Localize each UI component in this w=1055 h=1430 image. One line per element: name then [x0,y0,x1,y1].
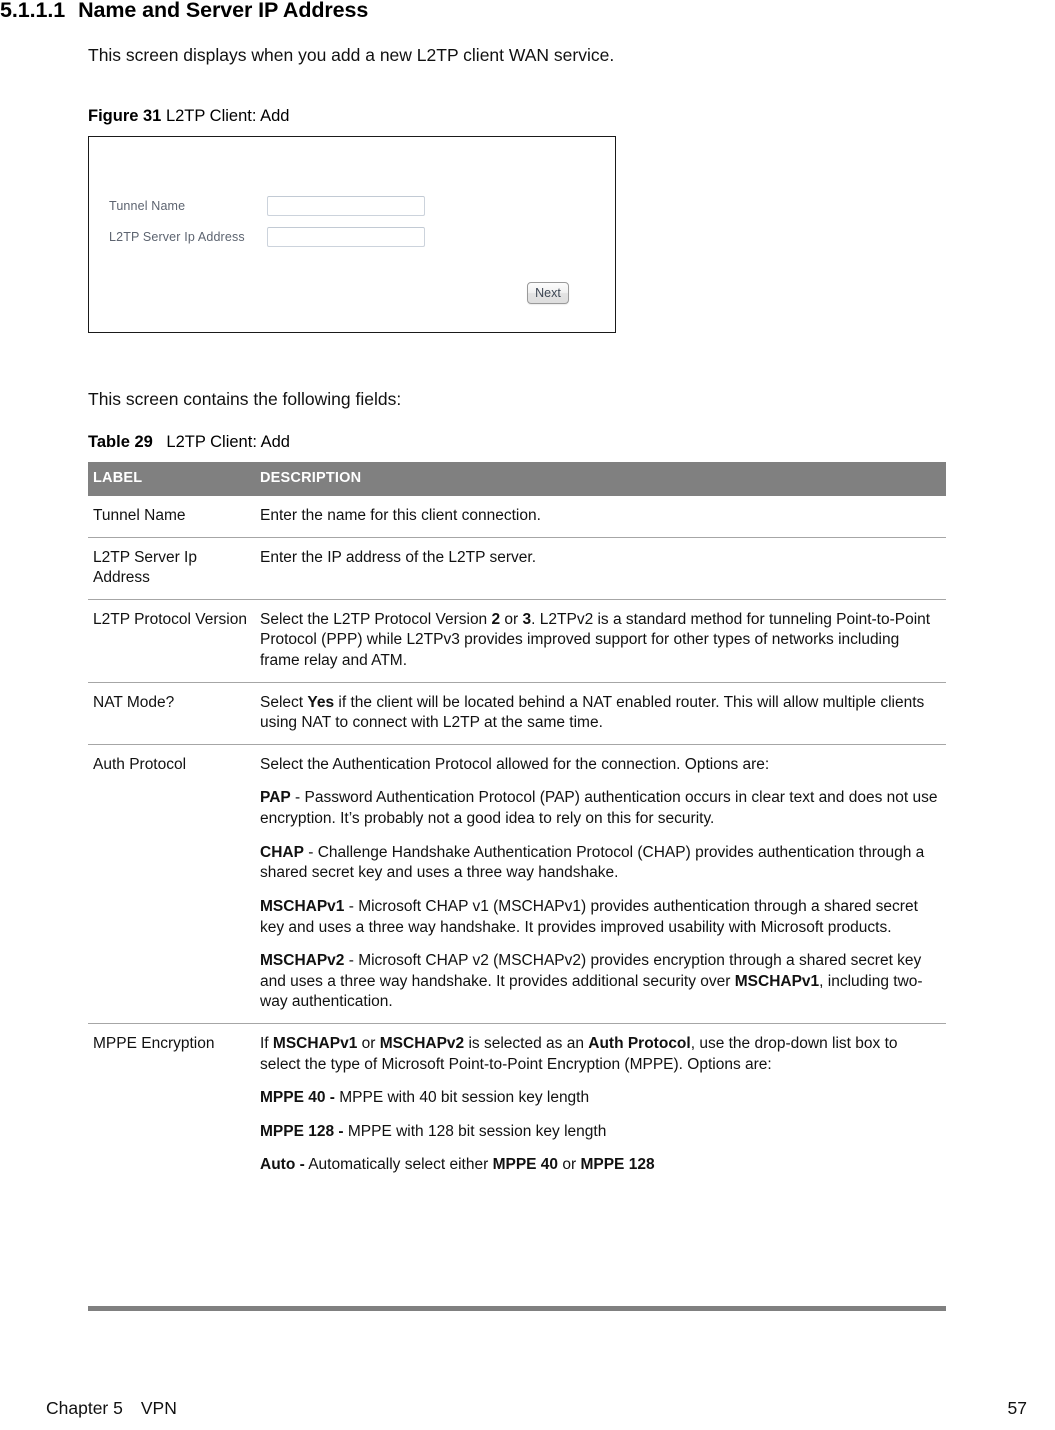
emphasis-text: MPPE 40 - [260,1089,335,1107]
description-paragraph [260,548,938,569]
body-text: Automatically select either [304,1156,493,1174]
body-text: Enter the IP address of the L2TP server. [260,548,537,566]
body-text: Select the L2TP Protocol Version [260,610,492,628]
body-text: or [500,610,523,628]
body-text: Select [260,693,308,711]
section-number: 5.1.1.1 [0,0,66,22]
description-paragraph [260,788,938,829]
body-text: is selected as an [464,1034,589,1052]
next-button[interactable]: Next [527,282,569,304]
body-text: - Password Authentication Protocol (PAP) authentication occurs in clear text and does not use encryption. It’s probably not a good idea to rely on this for security. [260,789,938,828]
row-label: Tunnel Name [93,507,186,524]
description-paragraph [260,951,938,1013]
section-title: Name and Server IP Address [78,0,369,22]
emphasis-text: MSCHAPv1 [272,1034,358,1052]
footer-chapter [46,1398,177,1419]
footer-chapter-title: VPN [140,1398,177,1418]
body-text: MPPE with 128 bit session key length [343,1122,607,1140]
row-label: Auth Protocol [88,744,255,1023]
footer-chapter-number: Chapter 5 [46,1398,123,1418]
emphasis-text: 2 [491,610,501,628]
row-description [255,744,946,1023]
body-text: or [357,1034,380,1052]
description-paragraph [260,693,938,734]
body-text: - Microsoft CHAP v1 (MSCHAPv1) provides authentication through a shared secret key and uses a three way handshake. It provides improved usability with Microsoft products. [260,897,918,936]
l2tp-server-ip-label: L2TP Server Ip Address [109,230,245,244]
body-text: or [558,1156,581,1174]
table-caption [88,433,290,452]
emphasis-text: MSCHAPv1 [734,972,820,990]
column-header-description: DESCRIPTION [255,462,946,496]
figure-caption-title: L2TP Client: Add [165,107,290,125]
emphasis-text: MSCHAPv2 [379,1034,465,1052]
tunnel-name-input[interactable] [267,196,425,216]
description-paragraph [260,1122,938,1143]
body-text: - Microsoft CHAP v2 (MSCHAPv2) provides encryption through a shared secret key and uses a three way handshake. It provides additional security over [260,952,922,990]
intro-paragraph: This screen displays when you add a new L2TP client WAN service. [88,45,615,65]
table-row [88,496,946,537]
table-row [88,682,946,744]
column-header-label: LABEL [88,462,255,496]
description-paragraph [260,755,938,776]
row-description [255,496,946,537]
row-description [255,682,946,744]
figure-caption [88,107,289,126]
description-paragraph [260,506,938,527]
row-label: NAT Mode? [88,682,255,744]
body-text: MPPE with 40 bit session key length [334,1089,590,1107]
body-text: - Challenge Handshake Authentication Protocol (CHAP) provides authentication through a shared secret key and uses a three way handshake. [260,843,925,882]
row-description [255,537,946,599]
emphasis-text: 3 [522,610,532,628]
description-paragraph [260,897,938,938]
body-text: if the client will be located behind a NAT enabled router. This will allow multiple clients using NAT to connect with L2TP at the same time. [260,693,925,732]
l2tp-server-ip-input[interactable] [267,227,425,247]
figure-screenshot [88,136,616,333]
emphasis-text: Auth Protocol [588,1034,691,1052]
emphasis-text: Yes [307,693,335,711]
form-row-l2tp-server-ip [109,226,425,248]
body-text: If [260,1034,273,1052]
tunnel-name-label: Tunnel Name [109,199,186,213]
emphasis-text: MPPE 40 [492,1156,559,1174]
footer-page-number: 57 [1007,1398,1027,1418]
description-paragraph [260,1088,938,1109]
body-text: , use the drop-down list box to select the type of Microsoft Point-to-Point Encryption (MPPE). Options are: [260,1034,898,1073]
table-caption-label: Table 29 [88,433,153,451]
table-header-row [88,462,946,496]
emphasis-text: PAP [260,789,291,807]
emphasis-text: CHAP [260,843,304,861]
body-text: , including two-way authentication. [260,972,923,1011]
table-row [88,537,946,599]
row-description [255,599,946,682]
table-body [88,496,946,1186]
emphasis-text: MPPE 128 [580,1156,655,1174]
table-row [88,1023,946,1186]
row-label: L2TP Protocol Version [88,599,255,682]
figure-caption-label: Figure 31 [88,107,162,125]
page-title [0,0,368,23]
row-label: L2TP Server Ip Address [88,537,255,599]
description-paragraph [260,1034,938,1075]
form-row-tunnel-name [109,195,425,217]
description-paragraph [260,610,938,672]
fields-note-paragraph: This screen contains the following fields: [88,389,402,409]
emphasis-text: MSCHAPv2 [260,952,345,970]
description-paragraph [260,1155,938,1176]
description-paragraph [260,843,938,884]
row-description [255,1023,946,1186]
emphasis-text: MPPE 128 - [260,1122,344,1140]
body-text: . L2TPv2 is a standard method for tunneling Point-to-Point Protocol (PPP) while L2TPv3 provides improved support for other types of networks including frame relay and ATM. [260,610,931,670]
emphasis-text: Auto - [260,1156,305,1174]
row-label: MPPE Encryption [88,1023,255,1186]
body-text: Select the Authentication Protocol allowed for the connection. Options are: [260,755,770,773]
table-row [88,599,946,682]
fields-table [88,462,946,1186]
table-row [88,744,946,1023]
emphasis-text: MSCHAPv1 [260,897,345,915]
table-caption-title: L2TP Client: Add [166,433,290,451]
table-bottom-rule [88,1306,946,1311]
body-text: Enter the name for this client connection. [260,507,541,524]
